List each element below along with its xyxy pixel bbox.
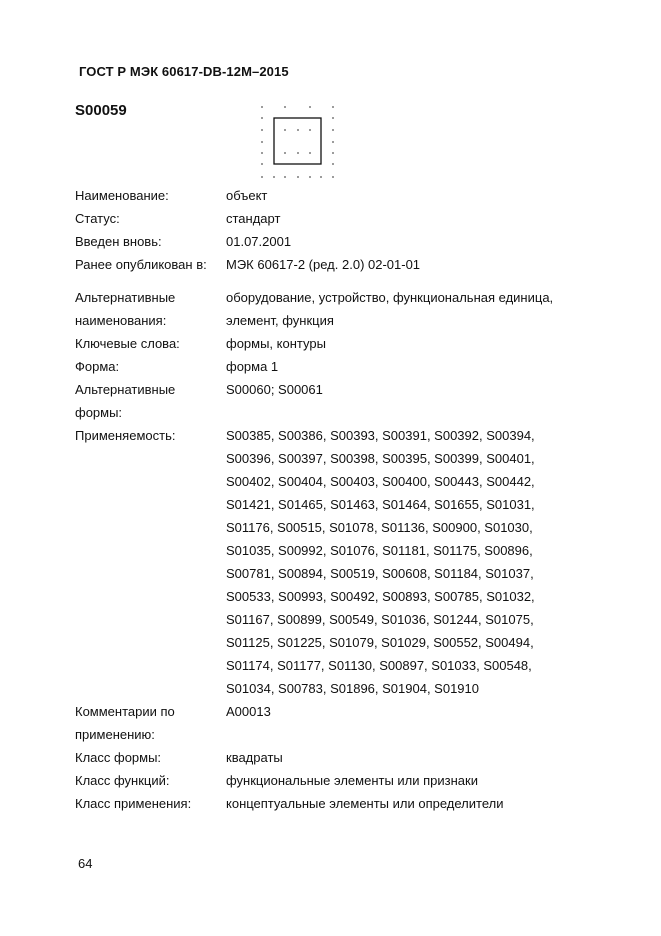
field-value: S00402, S00404, S00403, S00400, S00443, S00442, — [226, 474, 535, 489]
field-value: концептуальные элементы или определители — [226, 796, 504, 811]
field-value: S00060; S00061 — [226, 382, 323, 397]
field-label: Ранее опубликован в: — [75, 257, 207, 272]
field-label: Наименование: — [75, 188, 169, 203]
field-label: Введен вновь: — [75, 234, 162, 249]
field-label: применению: — [75, 727, 155, 742]
field-value: функциональные элементы или признаки — [226, 773, 478, 788]
field-value: S00781, S00894, S00519, S00608, S01184, S01037, — [226, 566, 534, 581]
field-label: Ключевые слова: — [75, 336, 180, 351]
field-value: S00533, S00993, S00492, S00893, S00785, S01032, — [226, 589, 535, 604]
field-label: Класс формы: — [75, 750, 162, 765]
symbol-code: S00059 — [75, 102, 127, 119]
page-number: 64 — [78, 856, 93, 871]
field-value: оборудование, устройство, функциональная единица, — [226, 290, 554, 305]
field-value: 01.07.2001 — [226, 234, 292, 249]
field-label: формы: — [75, 405, 123, 420]
field-label: наименования: — [75, 313, 167, 328]
field-value: S01034, S00783, S01896, S01904, S01910 — [226, 681, 479, 696]
square-symbol-icon — [252, 100, 342, 182]
field-label: Статус: — [75, 211, 120, 226]
field-value: S01167, S00899, S00549, S01036, S01244, S01075, — [226, 612, 534, 627]
field-label: Форма: — [75, 359, 120, 374]
field-value: S01035, S00992, S01076, S01181, S01175, S00896, — [226, 543, 533, 558]
document-header: ГОСТ Р МЭК 60617-DB-12M–2015 — [79, 64, 289, 79]
field-value: стандарт — [226, 211, 281, 226]
field-label: Комментарии по — [75, 704, 175, 719]
field-value: S01125, S01225, S01079, S01029, S00552, S00494, — [226, 635, 534, 650]
field-label: Класс функций: — [75, 773, 170, 788]
field-label: Альтернативные — [75, 382, 176, 397]
field-value: квадраты — [226, 750, 283, 765]
field-value: формы, контуры — [226, 336, 326, 351]
field-value: S01176, S00515, S01078, S01136, S00900, S01030, — [226, 520, 533, 535]
field-value: МЭК 60617-2 (ред. 2.0) 02-01-01 — [226, 257, 421, 272]
field-value: S00385, S00386, S00393, S00391, S00392, S00394, — [226, 428, 535, 443]
field-value: форма 1 — [226, 359, 279, 374]
field-value: элемент, функция — [226, 313, 334, 328]
field-label: Применяемость: — [75, 428, 176, 443]
field-value: объект — [226, 188, 268, 203]
field-value: S01421, S01465, S01463, S01464, S01655, S01031, — [226, 497, 535, 512]
field-value: S01174, S01177, S01130, S00897, S01033, S00548, — [226, 658, 532, 673]
field-label: Альтернативные — [75, 290, 176, 305]
field-value: A00013 — [226, 704, 271, 719]
field-label: Класс применения: — [75, 796, 192, 811]
field-value: S00396, S00397, S00398, S00395, S00399, S00401, — [226, 451, 535, 466]
